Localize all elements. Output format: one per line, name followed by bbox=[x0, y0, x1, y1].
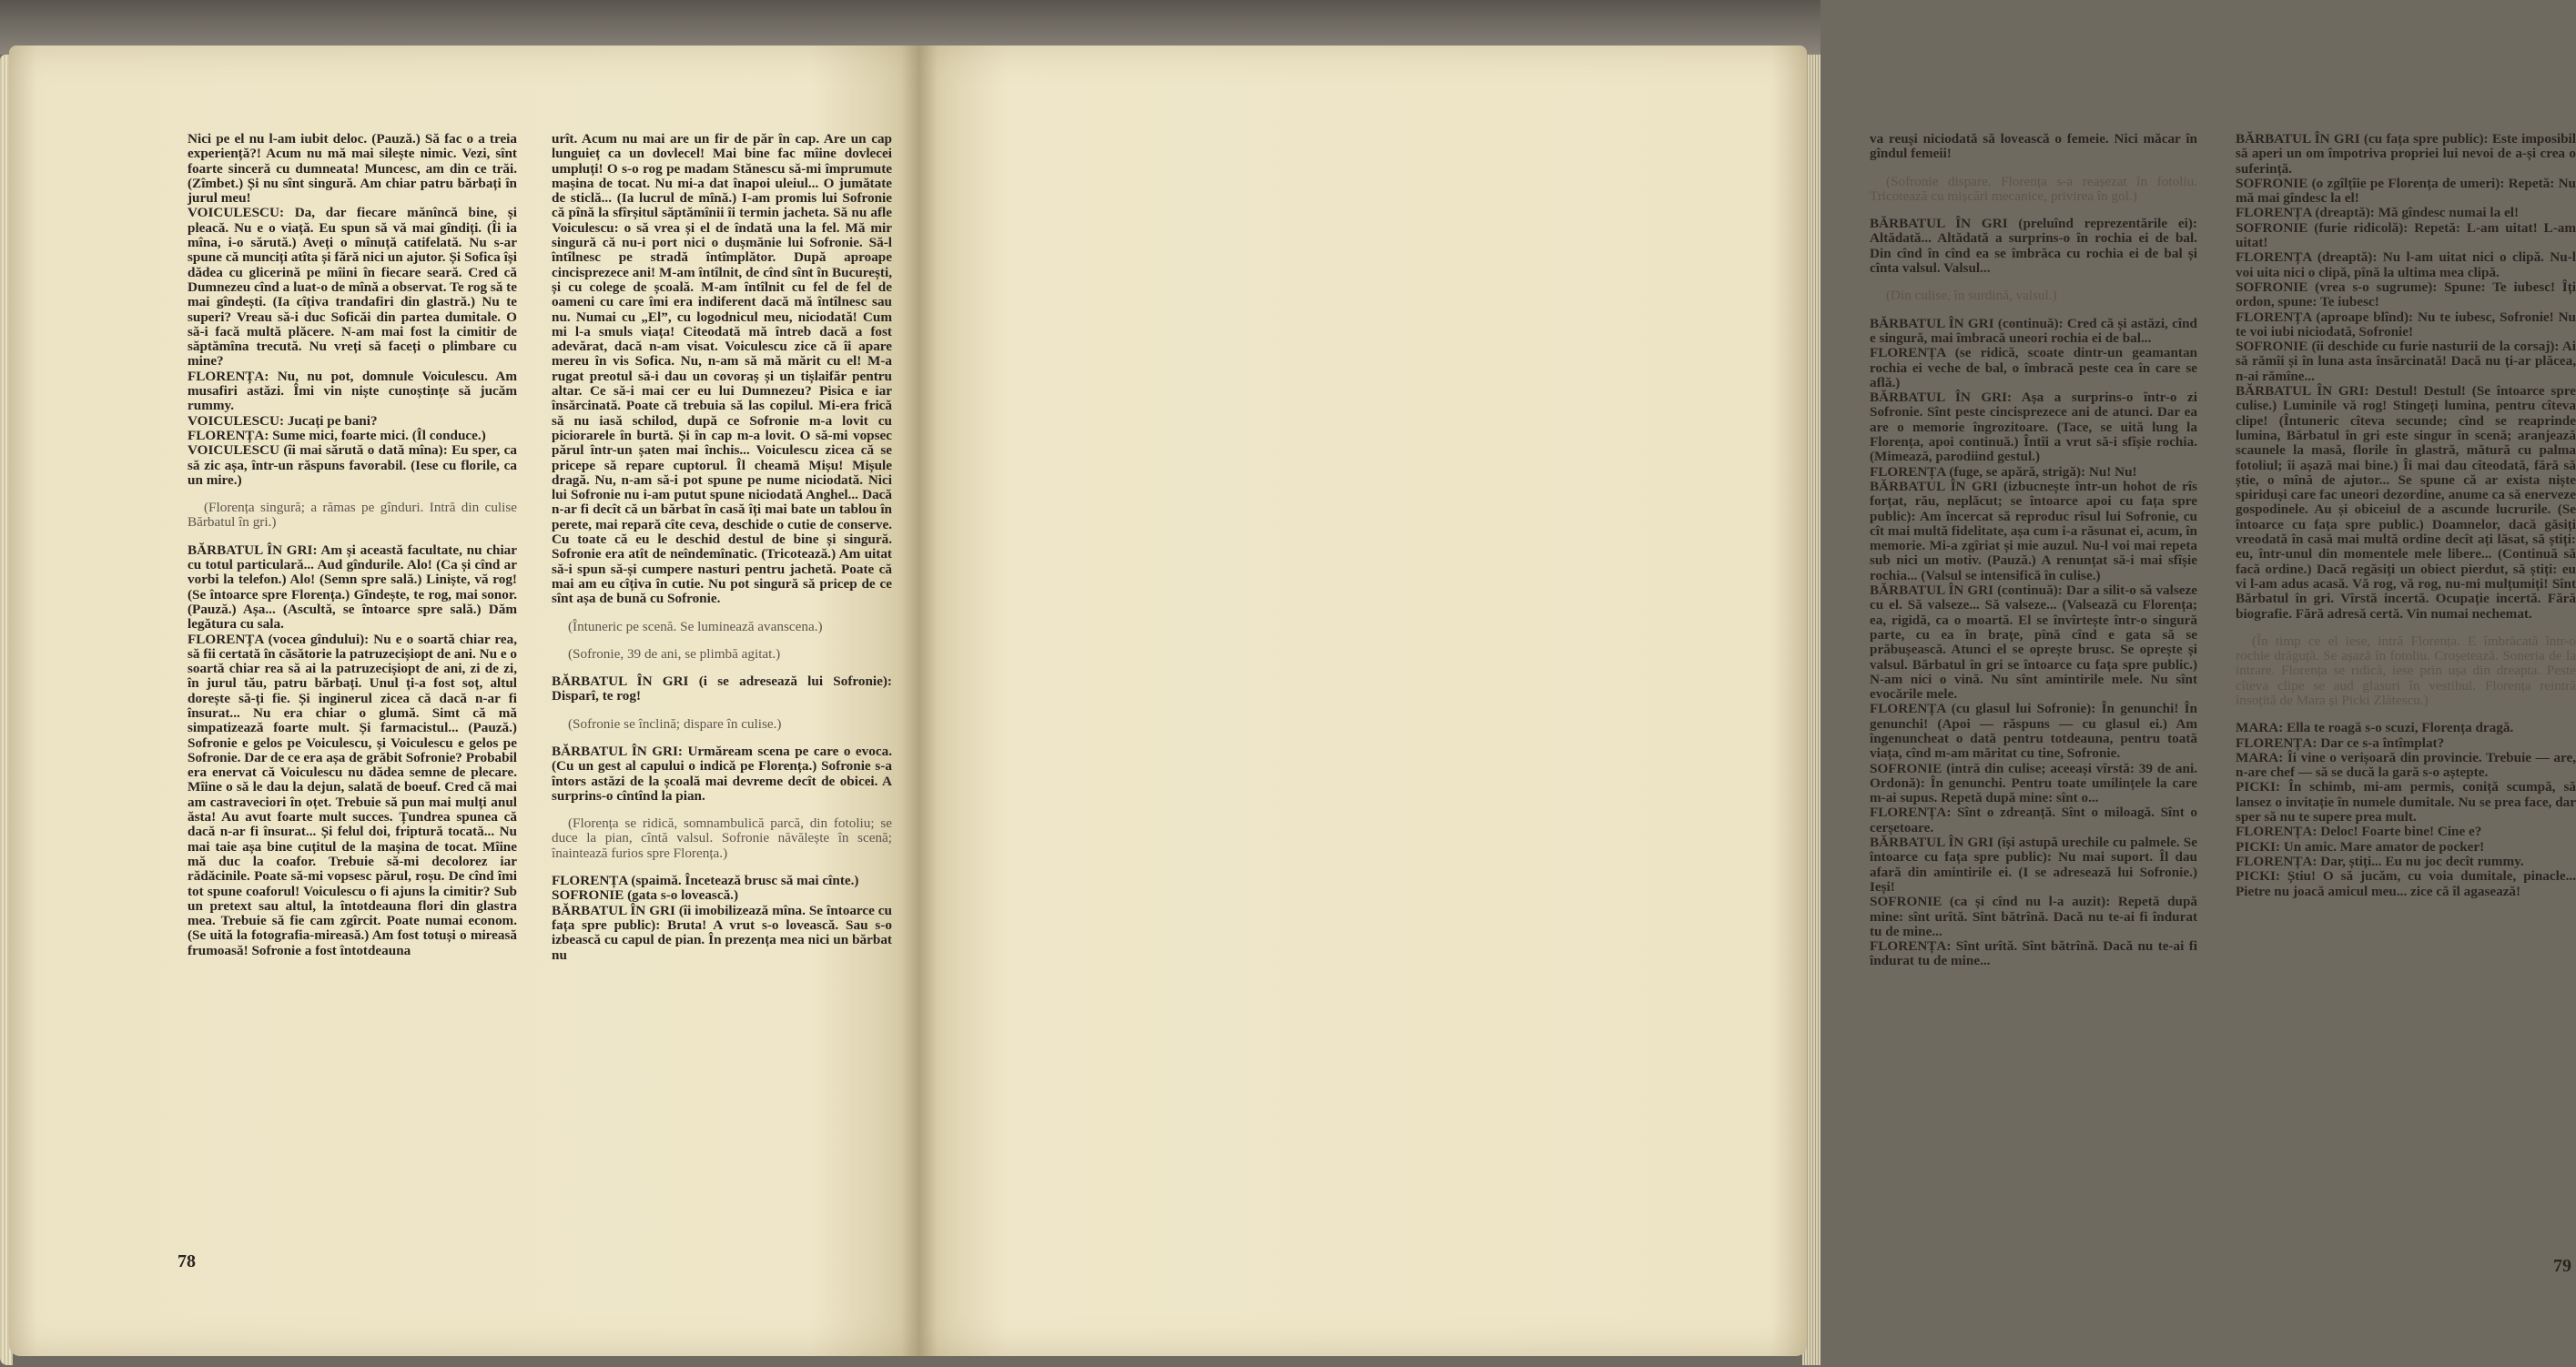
left-page-column-2 bbox=[552, 132, 892, 963]
paragraph: BĂRBATUL ÎN GRI (cu fața spre public): Este imposibil să aperi un om împotriva propriei lui nevoi de a-și crea o suferință. bbox=[2236, 131, 2576, 177]
paragraph: BĂRBATUL ÎN GRI: Așa a surprins-o într-o zi Sofronie. Sînt peste cincisprezece ani de atunci. Dar ea are o memorie îngrozitoare. (Tace, se uită lung la Florența, apoi continuă.) Întîi a vrut să-i sfîșie rochia. (Mimează, parodiind gestul.) bbox=[1870, 390, 2197, 465]
paragraph: FLORENȚA: Sînt o zdreanță. Sînt o miloagă. Sînt o cerșetoare. bbox=[1870, 805, 2197, 835]
paragraph: FLORENȚA: Nu, nu pot, domnule Voiculescu. Am musafiri astăzi. Îmi vin niște cunoștințe să jucăm rummy. bbox=[188, 368, 517, 414]
paragraph: (În timp ce el iese, intră Florența. E îmbrăcată într-o rochie drăguță. Se așază în fotoliu. Croșetează. Soneria de la intrare. Florența se ridică, iese prin ușa din dreapta. Peste cîteva clipe se aud glasuri în vestibul. Florența reintră însoțită de Mara și Picki Zlătescu.) bbox=[2236, 633, 2576, 708]
paragraph: FLORENȚA (aproape blînd): Nu te iubesc, Sofronie! Nu te voi iubi niciodată, Sofronie! bbox=[2236, 309, 2576, 339]
paragraph: (Sofronie dispare. Florența s-a reașezat în fotoliu. Tricotează cu mișcări mecanice, privirea în gol.) bbox=[1870, 173, 2197, 204]
page-number-left: 78 bbox=[177, 1251, 196, 1271]
paragraph: (Florența se ridică, somnambulică parcă, din fotoliu; se duce la pian, cîntă valsul. Sofronie năvălește în scenă; înaintează furios spre Florența.) bbox=[552, 815, 892, 861]
paragraph: VOICULESCU: Da, dar fiecare mănîncă bine, și pleacă. Nu e o viață. Eu spun să vă mai gîndiți. (Îi ia mîna, i-o sărută.) Aveți o mînuță catifelată. Nu s-ar spune că munciți atîta și fără nici un ajutor. Și Sofica își dădea cu glicerină pe mîini în fiecare seară. Cred că Dumnezeu cînd a luat-o de mînă a observat. Te rog să te mai gîndești. (Ia cîțiva trandafiri din glastră.) Nu te superi? Vreau să-i duc Soficăi din partea dumitale. O să-i facă multă plăcere. N-am mai fost la cimitir de săptămîna trecută. Nu vreți să faceți o plimbare cu mine? bbox=[188, 205, 517, 370]
page-number-right: 79 bbox=[2553, 1256, 2571, 1276]
left-page bbox=[9, 46, 919, 1356]
right-page-column-1 bbox=[1870, 132, 2197, 969]
paragraph: MARA: Îi vine o verișoară din provincie. Trebuie — are, n-are chef — să se ducă la gară s-o aștepte. bbox=[2236, 749, 2576, 781]
paragraph: FLORENȚA: Dar, știți... Eu nu joc decît rummy. bbox=[2236, 853, 2524, 869]
paragraph: SOFRONIE (o zgîlțîie pe Florența de umeri): Repetă: Nu mă mai gîndesc la el! bbox=[2236, 175, 2576, 207]
paragraph: PICKI: Știu! O să jucăm, cu voia dumitale, pinacle... Pietre nu joacă amicul meu... zice că îl agasează! bbox=[2236, 868, 2576, 899]
paragraph: FLORENȚA: Dar ce s-a întîmplat? bbox=[2236, 734, 2445, 751]
right-page bbox=[919, 46, 2576, 1356]
paragraph: SOFRONIE (gata s-o lovească.) bbox=[552, 887, 739, 904]
paragraph: FLORENȚA: Deloc! Foarte bine! Cine e? bbox=[2236, 824, 2482, 840]
paragraph: BĂRBATUL ÎN GRI: Am și această facultate, nu chiar cu totul particulară... Aud gîndurile. Alo! (Ca și cînd ar vorbi la telefon.) Alo! (Semn spre sală.) Liniște, vă rog! (Se întoarce spre Florența.) Gîndește, te rog, mai sonor. (Pauză.) Așa... (Ascultă, se întoarce spre sală.) Dăm legătura cu sala. bbox=[188, 542, 517, 633]
paragraph: SOFRONIE (vrea s-o sugrume): Spune: Te iubesc! Îți ordon, spune: Te iubesc! bbox=[2236, 278, 2576, 310]
paragraph: BĂRBATUL ÎN GRI (îi imobilizează mîna. Se întoarce cu fața spre public): Bruta! A vrut s-o lovească. Sau s-o izbească cu capul de pian. În prezența mea nici un bărbat nu bbox=[552, 902, 892, 963]
paragraph: Nici pe el nu l-am iubit deloc. (Pauză.) Să fac o a treia experiență?! Acum nu mă mai silește nimic. Vezi, sînt foarte sinceră cu dumneata! Muncesc, am din ce trăi. (Zîmbet.) Și nu sînt singură. Am chiar patru bărbați în jurul meu! bbox=[188, 131, 517, 207]
paragraph: FLORENȚA (dreaptă): Nu l-am uitat nici o clipă. Nu-l voi uita nici o clipă, pînă la ultima mea clipă. bbox=[2236, 249, 2576, 280]
paragraph: PICKI: Un amic. Mare amator de pocker! bbox=[2236, 838, 2485, 855]
paragraph: FLORENȚA (spaimă. Încetează brusc să mai cînte.) bbox=[552, 873, 859, 889]
paragraph: SOFRONIE (intră din culise; aceeași vîrstă: 39 de ani. Ordonă): În genunchi. Pentru toate umilințele la care m-ai supus. Repetă după mine: sînt o... bbox=[1870, 760, 2197, 806]
paragraph: BĂRBATUL ÎN GRI (i se adresează lui Sofronie): Disparî, te rog! bbox=[552, 673, 892, 704]
paragraph: BĂRBATUL ÎN GRI (continuă): Dar a silit-o să valseze cu el. Să valseze... Să valseze... (Valsează cu Florența; ea, rigidă, ca o moartă. El se învîrtește într-o singură parte, cu ea în brațe, pînă cînd e gata să se prăbușească. Atunci el se oprește brusc. Se oprește și valsul. Bărbatul în gri se întoarce cu fața spre public.) N-am nici o vină. Nu sînt amintirile mele. Nu sînt evocările mele. bbox=[1870, 582, 2197, 703]
paragraph: BĂRBATUL ÎN GRI (continuă): Cred că și astăzi, cînd e singură, mai îmbracă uneori rochia ei de bal... bbox=[1870, 315, 2197, 346]
paragraph: va reuși niciodată să lovească o femeie. Nici măcar în gîndul femeii! bbox=[1870, 131, 2197, 162]
paragraph: (Sofronie, 39 de ani, se plimbă agitat.) bbox=[568, 645, 781, 662]
paragraph: SOFRONIE (îi deschide cu furie nasturii de la corsaj): Ai să rămîi și în luna asta însărcinată! Dacă nu ți-ar plăcea, n-ai rămîne... bbox=[2236, 339, 2576, 384]
paragraph: BĂRBATUL ÎN GRI: Destul! Destul! (Se întoarce spre culise.) Luminile vă rog! Stingeți lumina, pentru cîteva clipe! (Întuneric cîteva secunde; cînd se reaprinde lumina, Bărbatul în gri este singur în scenă; aranjează scaunele la masă, florile în glastră, mătură cu palma fotoliul; îi așază mai bine.) Îi mai dau cîteodată, fără să știe, o mînă de ajutor... Se spune că ar exista niște spiriduși care fac uneori dezordine, anume ca să enerveze gospodinele. Au și obiceiul de a ascunde lucrurile. (Se întoarce cu fața spre public.) Doamnelor, dacă găsiți vreodată în casă mai multă ordine decît ați lăsat, să știți: eu, într-unul din momentele mele libere... (Continuă să facă ordine.) Dacă regăsiți un obiect pierdut, să știți: eu vi l-am adus acasă. Vă rog, vă rog, nu-mi mulțumiți! Sînt Bărbatul în gri. Vîrstă incertă. Ocupație incertă. Fără biografie. Fără adresă certă. Vin numai nechemat. bbox=[2236, 383, 2576, 622]
paragraph: PICKI: În schimb, mi-am permis, coniță scumpă, să lansez o invitație în numele dumitale. Nu se prea face, dar sper să nu te supere prea mult. bbox=[2236, 779, 2576, 825]
paragraph: FLORENȚA: Sume mici, foarte mici. (Îl conduce.) bbox=[188, 427, 486, 443]
paragraph: BĂRBATUL ÎN GRI (izbucnește într-un hohot de rîs forțat, rău, neplăcut; se întoarce apoi cu fața spre public): Am încercat să reproduc rîsul lui Sofronie, cu cît mai multă fidelitate, așa cum i-a răsunat ei, acum, în memorie. Mi-a zgîriat și mie auzul. Nu-l voi mai repeta sub nici un motiv. (Pauză.) A renunțat să-i mai sfîșie rochia... (Valsul se intensifică în culise.) bbox=[1870, 478, 2197, 583]
open-book bbox=[0, 36, 2576, 1367]
paragraph: (Sofronie se înclină; dispare în culise.) bbox=[568, 715, 782, 732]
paragraph: (Din culise, în surdină, valsul.) bbox=[1886, 288, 2057, 304]
paragraph: FLORENȚA (dreaptă): Mă gîndesc numai la el! bbox=[2236, 205, 2520, 221]
paragraph: BĂRBATUL ÎN GRI (își astupă urechile cu palmele. Se întoarce cu fața spre public): Nu mai suport. Îl dau afară din amintirile ei. (I se adresează lui Sofronie.) Ieși! bbox=[1870, 835, 2197, 895]
paragraph: FLORENȚA (cu glasul lui Sofronie): În genunchi! În genunchi! (Apoi — răspuns — cu glasul ei.) Am îngenuncheat o dată pentru totdeauna, pentru toată viața, cînd m-am măritat cu tine, Sofronie. bbox=[1870, 701, 2197, 762]
paragraph: FLORENȚA (se ridică, scoate dintr-un geamantan rochia ei veche de bal, o îmbracă peste cea în care se află.) bbox=[1870, 345, 2197, 390]
paragraph: VOICULESCU: Jucați pe bani? bbox=[188, 412, 378, 429]
paragraph: SOFRONIE (furie ridicolă): Repetă: L-am uitat! L-am uitat! bbox=[2236, 219, 2576, 251]
paragraph: MARA: Ella te roagă s-o scuzi, Florența dragă. bbox=[2236, 720, 2514, 736]
paragraph: BĂRBATUL ÎN GRI: Urmăream scena pe care o evoca. (Cu un gest al capului o indică pe Florența.) Sofronie s-a întors astăzi de la școală mai devreme decît de obicei. A surprins-o cîntînd la pian. bbox=[552, 743, 892, 804]
left-page-column-1 bbox=[188, 132, 517, 958]
paragraph: FLORENȚA (fuge, se apără, strigă): Nu! Nu! bbox=[1870, 463, 2137, 480]
paragraph: (Întuneric pe scenă. Se luminează avanscena.) bbox=[568, 618, 823, 634]
paragraph: VOICULESCU (îi mai sărută o dată mîna): Eu sper, ca să zic așa, într-un răspuns favorabil. (Iese cu florile, ca un mire.) bbox=[188, 442, 517, 488]
paragraph: FLORENȚA: Sînt urîtă. Sînt bătrînă. Dacă nu te-ai fi îndurat tu de mine... bbox=[1870, 938, 2197, 969]
paragraph: urît. Acum nu mai are un fir de păr în cap. Are un cap lunguieț ca un dovlecel! Mai bine fac mîine dovlecei umpluți! O s-o rog pe madam Stănescu să-mi împrumute mașina de tocat. Nu mi-a dat înapoi uleiul... O jumătate de sticlă... (Ia lucrul de mînă.) I-am promis lui Sofronie că pînă la sfîrșitul săptămînii îi termin jacheta. Să nu afle Voiculescu: o să vrea și el de îndată una la fel. Mă mir singură că nu-i port nici o dușmănie lui Sofronie. Să-l întîlnesc pe stradă întîmplător. După aproape cincisprezece ani! M-am întîlnit, de cînd sînt în București, și cu colege de școală. M-am întîlnit cu fel de fel de oameni cu care îmi era indiferent dacă mă întîlnesc sau nu. Numai cu „El”, cu logodnicul meu, niciodată! Cum mi l-a smuls viața! Citeodată mă întreb dacă a fost adevărat, dacă n-am visat. Voiculescu zice că îi apare mereu în vis Sofica. Nu, n-am să mă mărit cu el! M-a rugat preotul să-i dau un covoraș și un tișlaifăr pentru altar. Ce să-i mai cer eu lui Dumnezeu? Pisica e iar însărcinată. Poate că trebuia să las copilul. Mi-era frică să nu iasă schilod, după ce Sofronie m-a lovit cu piciorarele în burtă. Și în cap m-a lovit. O să-mi vopsec părul într-un șaten mai închis... Voiculescu zicea că se pricepe să repare cuptorul. Îl cheamă Mișu! Mișule dragă. Nu, n-am să-i pot spune pe nume niciodată. Nici lui Sofronie nu i-am putut spune niciodată Anghel... Dacă n-ar fi decît că un bărbat în casă îți mai bate un tablou în perete, mai repară cîte ceva, deschide o cutie de conserve. Cu toate că eu le deschid destul de bine și singură. Sofronie era atît de neîndemînatic. (Tricotează.) Am uitat să-i spun să-și cumpere nasturi pentru jachetă. Poate că mai am eu cîțiva în cutie. Nu pot singură să pricep de ce sînt așa de bună cu Sofronie. bbox=[552, 131, 892, 607]
right-page-column-2 bbox=[2236, 132, 2576, 899]
paragraph: SOFRONIE (ca și cînd nu l-a auzit): Repetă după mine: sînt urîtă. Sînt bătrînă. Dacă nu te-ai fi îndurat tu de mine... bbox=[1870, 894, 2197, 939]
paragraph: (Florența singură; a rămas pe gînduri. Intră din culise Bărbatul în gri.) bbox=[188, 500, 517, 531]
paragraph: BĂRBATUL ÎN GRI (preluînd reprezentările ei): Altădată... Altădată a surprins-o în rochia ei de bal. Din cînd în cînd ea se îmbrăca cu rochia ei de bal și cînta valsul. Valsul... bbox=[1870, 216, 2197, 277]
paragraph: FLORENȚA (vocea gîndului): Nu e o soartă chiar rea, să fii certată în căsătorie la patruzecișiopt de ani. Nu e o soartă chiar rea să ai la patruzecișiopt de ani, zi de zi, în jurul tău, patru bărbați. Unul ți-a fost soț, altul dorește să-ți fie. Și inginerul zicea că dacă n-ar fi însurat... Nu era chiar o glumă. Simt că mă simpatizează foarte mult. Și farmacistul... (Pauză.) Sofronie e gelos pe Voiculescu, și Voiculescu e gelos pe Sofronie. Dar de ce era așa de grăbit Sofronie? Probabil era enervat că Voiculescu nu dădea semne de plecare. Mîine o să le dau la dejun, salată de boeuf. Cred că mai am castraveciori în oțet. Trebuie să pun mai mulți anul ăsta! Au avut foarte mult succes. Țundrea spunea că dacă n-ar fi însurat... Și felul doi, friptură tocată... Nu mai taie așa bine cuțitul de la mașina de tocat. Mîine mă duc la coafor. Trebuie să-mi decolorez iar rădăcinile. Poate să-mi vopsesc părul, roșu. De cînd îmi tot spune coaforul! Voiculescu o fi ajuns la cimitir? Sub un pretext sau altul, la întotdeauna flori din glastra mea. Trebuie să fie cam zgîrcit. Poate numai econom. (Se uită la fotografia-mireasă.) Am fost totuși o mireasă frumoasă! Sofronie a fost întotdeauna bbox=[188, 631, 517, 958]
